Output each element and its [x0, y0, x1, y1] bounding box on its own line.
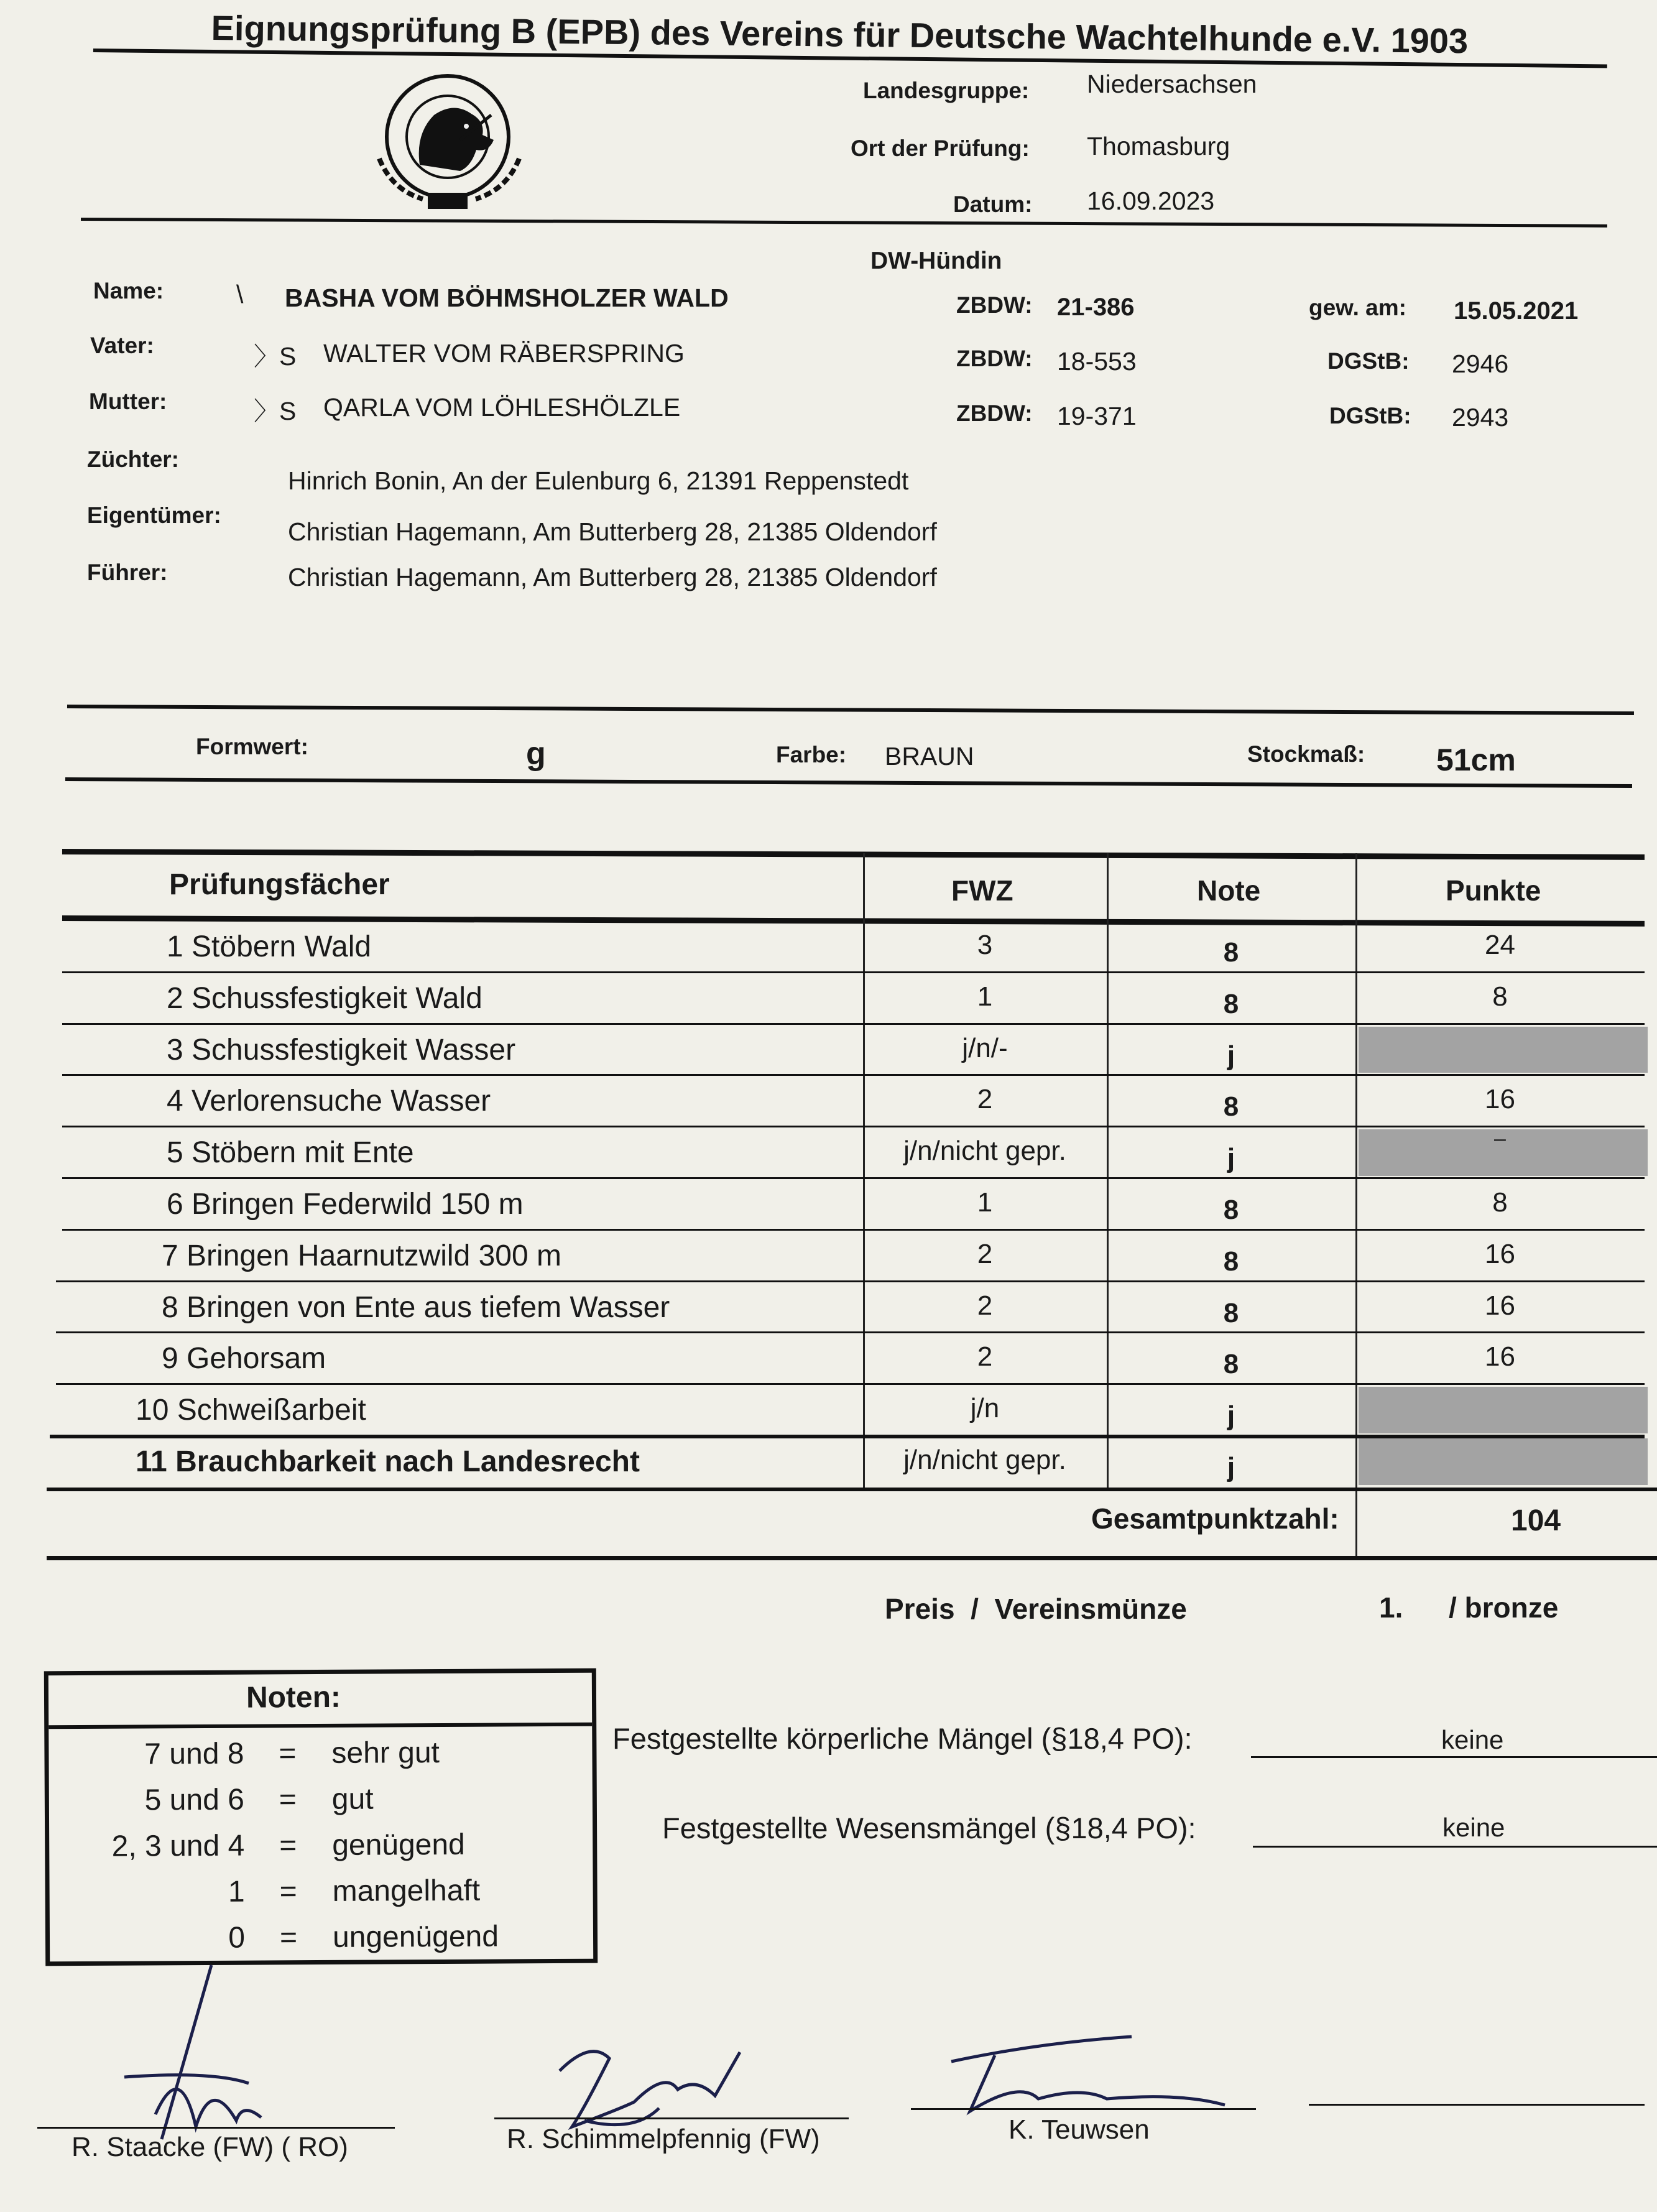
stockmass-value: 51cm	[1436, 743, 1516, 777]
document-title: Eignungsprüfung B (EPB) des Vereins für Deutsche Wachtelhunde e.V. 1903	[211, 7, 1469, 61]
formwert-label: Formwert:	[196, 734, 308, 759]
zbdw-value: 21-386	[1057, 294, 1135, 321]
row-fwz: 3	[977, 930, 993, 960]
wesen-value: keine	[1442, 1813, 1505, 1842]
header-subjects: Prüfungsfächer	[169, 868, 390, 901]
row-subject: 9 Gehorsam	[162, 1342, 326, 1376]
vater-zbdw: 18-553	[1057, 347, 1137, 376]
noten-range: 7 und 8	[144, 1737, 244, 1771]
noten-equals: =	[279, 1829, 297, 1863]
vater-mark: 〉S	[254, 342, 297, 371]
noten-desc: ungenügend	[332, 1920, 499, 1954]
header-rule	[81, 218, 1607, 228]
noten-range: 1	[228, 1875, 245, 1909]
row-note: 8	[1223, 1297, 1239, 1328]
zuechter-label: Züchter:	[87, 447, 179, 472]
header-punkte: Punkte	[1446, 874, 1541, 907]
form-rule-bottom	[65, 777, 1632, 788]
row-subject: 5 Stöbern mit Ente	[167, 1136, 414, 1170]
row-punkte: 24	[1485, 930, 1515, 960]
noten-desc: mangelhaft	[332, 1874, 481, 1908]
wesen-label: Festgestellte Wesensmängel (§18,4 PO):	[662, 1812, 1196, 1844]
row-subject: 11 Brauchbarkeit nach Landesrecht	[136, 1445, 640, 1478]
sig-name-1: R. Staacke (FW) ( RO)	[72, 2132, 348, 2162]
row-fwz: 1	[977, 1187, 993, 1218]
row-rule	[62, 1229, 1645, 1231]
table-rule-top	[62, 849, 1645, 860]
gew-label: gew. am:	[1309, 295, 1406, 320]
row-rule	[62, 1074, 1645, 1076]
formwert-value: g	[526, 736, 546, 772]
vater-dgstb-label: DGStB:	[1327, 348, 1410, 374]
row-note: 8	[1223, 937, 1239, 968]
row-fwz: 2	[977, 1084, 993, 1115]
row-fwz: j/n/-	[962, 1032, 1008, 1063]
name-mark: \	[236, 280, 244, 308]
koerper-value: keine	[1441, 1725, 1504, 1754]
row-rule	[62, 971, 1645, 973]
sig-name-3: K. Teuwsen	[1009, 2114, 1150, 2145]
ort-label: Ort der Prüfung:	[851, 136, 1030, 161]
sig-name-2: R. Schimmelpfennig (FW)	[507, 2124, 820, 2154]
total-value: 104	[1511, 1504, 1561, 1537]
row-note: 8	[1223, 988, 1239, 1019]
row-fwz: j/n/nicht gepr.	[903, 1136, 1066, 1167]
noten-equals: =	[279, 1921, 298, 1955]
row-punkte: 8	[1492, 1187, 1508, 1218]
punkte-shaded-cell	[1359, 1027, 1648, 1073]
noten-legend	[44, 1668, 598, 1966]
mutter-dgstb-label: DGStB:	[1329, 403, 1411, 428]
row-note: j	[1227, 1400, 1235, 1432]
row-subject: 2 Schussfestigkeit Wald	[167, 981, 482, 1015]
row-note: j	[1227, 1452, 1235, 1483]
farbe-value: BRAUN	[885, 742, 974, 770]
ort-value: Thomasburg	[1087, 132, 1230, 160]
row-subject: 10 Schweißarbeit	[136, 1394, 366, 1427]
row-fwz: 2	[977, 1341, 993, 1372]
sig-line-2	[494, 2117, 849, 2119]
mutter-zbdw-label: ZBDW:	[956, 400, 1033, 426]
table-rule-bottom	[47, 1556, 1657, 1560]
farbe-label: Farbe:	[776, 742, 847, 767]
row-subject: 6 Bringen Federwild 150 m	[167, 1188, 524, 1221]
header-note: Note	[1197, 874, 1261, 907]
vater-dgstb: 2946	[1452, 349, 1509, 378]
row-subject: 3 Schussfestigkeit Wasser	[167, 1033, 516, 1067]
gew-value: 15.05.2021	[1454, 297, 1579, 325]
fuehrer-value: Christian Hagemann, Am Butterberg 28, 21385 Oldendorf	[288, 563, 937, 591]
mutter-label: Mutter:	[89, 389, 167, 414]
landesgruppe-label: Landesgruppe:	[863, 78, 1030, 103]
row-fwz: 2	[977, 1238, 993, 1269]
club-logo	[361, 65, 538, 218]
noten-equals: =	[279, 1875, 297, 1909]
noten-desc: gut	[331, 1782, 374, 1816]
wesen-line	[1253, 1846, 1657, 1848]
mutter-dgstb: 2943	[1452, 403, 1509, 432]
datum-value: 16.09.2023	[1087, 187, 1215, 215]
dog-name: BASHA VOM BÖHMSHOLZER WALD	[285, 284, 729, 312]
noten-range: 5 und 6	[144, 1783, 244, 1817]
noten-range: 0	[228, 1921, 246, 1955]
muenze-value: / bronze	[1449, 1591, 1559, 1624]
mutter-name: QARLA VOM LÖHLESHÖLZLE	[323, 393, 681, 422]
noten-desc: genügend	[332, 1828, 465, 1862]
row-rule	[56, 1280, 1645, 1282]
vater-zbdw-label: ZBDW:	[956, 346, 1033, 371]
koerper-label: Festgestellte körperliche Mängel (§18,4 PO):	[612, 1722, 1193, 1755]
row-note: j	[1227, 1040, 1235, 1071]
row-rule	[56, 1331, 1645, 1333]
sig-line-4	[1309, 2104, 1645, 2106]
row-rule	[56, 1383, 1645, 1385]
datum-label: Datum:	[953, 192, 1033, 217]
noten-range: 2, 3 und 4	[111, 1829, 245, 1863]
total-label: Gesamtpunktzahl:	[1091, 1502, 1339, 1535]
vater-name: WALTER VOM RÄBERSPRING	[323, 339, 685, 368]
row-subject: 1 Stöbern Wald	[167, 930, 372, 963]
form-rule-top	[67, 705, 1634, 715]
mutter-mark: 〉S	[254, 397, 297, 425]
row-subject: 4 Verlorensuche Wasser	[167, 1085, 491, 1118]
punkte-shaded-cell	[1359, 1387, 1648, 1433]
noten-title: Noten:	[246, 1680, 341, 1715]
landesgruppe-value: Niedersachsen	[1087, 70, 1257, 98]
row-note: 8	[1223, 1246, 1239, 1277]
koerper-line	[1251, 1756, 1657, 1758]
noten-equals: =	[279, 1737, 297, 1770]
mutter-zbdw: 19-371	[1057, 402, 1137, 430]
header-fwz: FWZ	[951, 874, 1013, 907]
dog-type: DW-Hündin	[870, 248, 1002, 274]
vater-label: Vater:	[90, 333, 154, 358]
eigentuemer-value: Christian Hagemann, Am Butterberg 28, 21385 Oldendorf	[288, 517, 937, 546]
row-punkte: 16	[1485, 1290, 1515, 1321]
row-rule	[62, 1177, 1645, 1179]
name-label: Name:	[93, 278, 164, 303]
row-note: 8	[1223, 1091, 1239, 1122]
row-punkte: 16	[1485, 1238, 1515, 1269]
row-fwz: j/n/nicht gepr.	[903, 1445, 1066, 1475]
zuechter-value: Hinrich Bonin, An der Eulenburg 6, 21391 Reppenstedt	[288, 466, 909, 495]
row-note: 8	[1223, 1349, 1239, 1380]
preis-label: Preis / Vereinsmünze	[885, 1593, 1187, 1625]
fuehrer-label: Führer:	[87, 560, 168, 585]
row-fwz: j/n	[970, 1393, 1000, 1424]
row-fwz: 2	[977, 1290, 993, 1321]
row-note: 8	[1223, 1195, 1239, 1225]
eigentuemer-label: Eigentümer:	[87, 502, 221, 528]
row-subject: 8 Bringen von Ente aus tiefem Wasser	[162, 1290, 670, 1324]
row-punkte: 8	[1492, 981, 1508, 1012]
sig-line-1	[37, 2127, 395, 2129]
table-rule-total	[47, 1488, 1657, 1491]
sig-line-3	[911, 2108, 1256, 2110]
noten-desc: sehr gut	[331, 1736, 440, 1770]
noten-equals: =	[279, 1783, 297, 1816]
table-header-rule	[62, 915, 1645, 927]
preis-value: 1.	[1379, 1591, 1403, 1624]
stockmass-label: Stockmaß:	[1247, 741, 1365, 767]
row-fwz: 1	[977, 981, 993, 1012]
row-subject: 7 Bringen Haarnutzwild 300 m	[162, 1239, 562, 1272]
row-punkte: –	[1494, 1127, 1506, 1151]
punkte-shaded-cell	[1359, 1438, 1648, 1485]
row-punkte: 16	[1485, 1084, 1515, 1115]
row-rule	[62, 1023, 1645, 1025]
zbdw-label: ZBDW:	[956, 292, 1033, 318]
row-note: j	[1227, 1143, 1235, 1174]
row-punkte: 16	[1485, 1341, 1515, 1372]
